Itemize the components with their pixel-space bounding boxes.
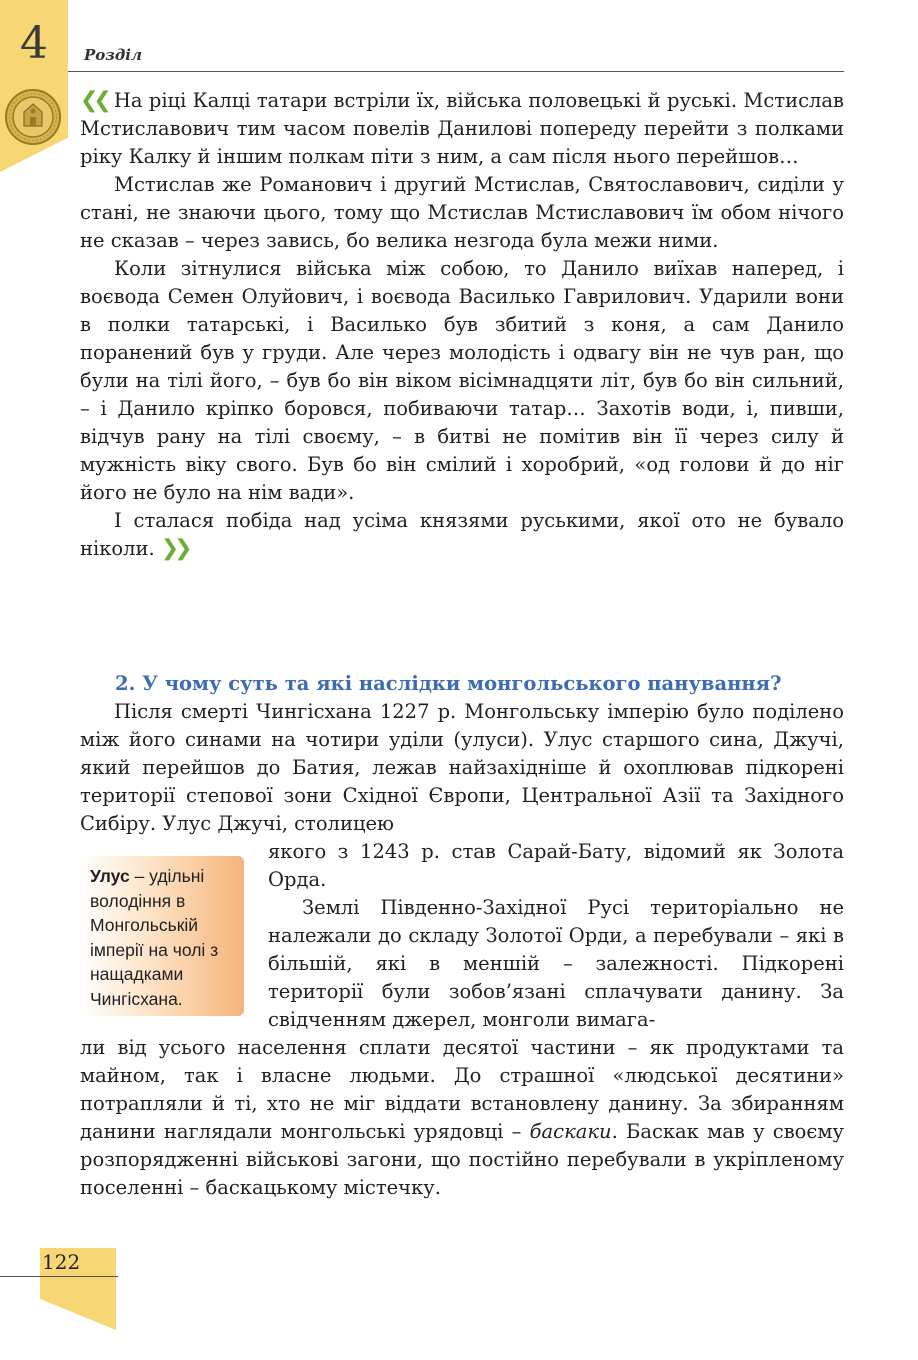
body-paragraph xyxy=(268,838,844,894)
close-quote-icon: ❯❯ xyxy=(160,536,188,561)
quote-text: І сталася побіда над усіма князями руськими, якої ото не бувало ніколи. xyxy=(80,509,844,560)
header-rule xyxy=(68,71,844,72)
quote-paragraph xyxy=(80,507,844,563)
open-quote-icon: ❮❮ xyxy=(80,88,107,113)
section-heading: 2. У чому суть та які наслідки монгольського панування? xyxy=(115,672,782,695)
seal-icon xyxy=(4,88,62,146)
paragraph-text: якого з 1243 р. став Сарай-Бату, відомий як Золота Орда. xyxy=(268,840,844,891)
chapter-number: 4 xyxy=(20,18,48,69)
body-paragraph xyxy=(80,698,844,838)
quote-paragraph: Коли зітнулися війська між собою, то Данило виїхав наперед, і воєвода Семен Олуйович, і воєвода Василько Гаврилович. Ударили вони в полки татарські, і Василько був збитий з коня, а сам Данило поранений був у груди. Але через молодість і одвагу він не чув ран, що були на тілі його, – був бо він віком вісімнадцяти літ, був бо він сильний, – і Данило кріпко боровся, побиваючи татар… Захотів води, і, пивши, відчув рану на тілі своєму, – в битві не помітив він її через силу й мужність віку свого. Був бо він смілий і хоробрий, «од голови й до ніг його не було на нім вади». xyxy=(80,257,844,504)
paragraph-text: Землі Південно-Західної Русі територіально не належали до складу Золотої Орди, а перебували – які в більшій, які в меншій – залежності. Підкорені території були зобов’язані сплачувати данину. За свідченням джерел, монголи вимага- xyxy=(268,896,844,1031)
term-word: Улус xyxy=(90,866,130,886)
page-number: 122 xyxy=(42,1250,81,1274)
quote-paragraph: Мстислав же Романович і другий Мстислав, Святославович, сиділи у стані, не знаючи цього, тому що Мстислав Мстиславович їм обом нічого не сказав – через завись, бо велика незгода була межи ними. xyxy=(80,173,844,252)
term-definition-text: – удільні володіння в Монгольській імперії на чолі з нащадками Чингісхана. xyxy=(90,866,219,1009)
text-span: . Баскак мав у своєму розпорядженні військові загони, що постійно перебували в укріпленому поселенні – баскацькому містечку. xyxy=(80,1120,844,1199)
text-span: ли від усього населення сплати десятої частини – як продуктами та майном, так і власне людьми. До страшної «людської десятини» потрапляли й ті, хто не міг віддати встановлену данину. За збиранням данини наглядали монгольські урядовці – xyxy=(80,1036,844,1143)
footer-rule xyxy=(0,1276,118,1277)
quote-paragraph xyxy=(80,87,844,171)
section-label: Розділ xyxy=(84,46,142,64)
paragraph-text: Після смерті Чингісхана 1227 р. Монгольську імперію було поділено між його синами на чотири уділи (улуси). Улус старшого сина, Джучі, який перейшов до Батия, лежав найзахідніше й охоплював підкорені території степової зони Східної Європи, Центральної Азії та Західного Сибіру. Улус Джучі, столицею xyxy=(80,700,844,835)
term-definition xyxy=(90,864,238,1012)
quote-block xyxy=(80,87,844,563)
quote-text: На ріці Калці татари встріли їх, війська половецькі й руські. Мстислав Мстиславович тим часом повелів Данилові попереду перейти з полками ріку Калку й іншим полкам піти з ним, а сам після нього перейшов… xyxy=(80,89,844,168)
body-paragraph xyxy=(80,1034,844,1202)
term-baskaky: баскаки xyxy=(529,1120,612,1143)
body-paragraph xyxy=(268,894,844,1034)
paragraph-text xyxy=(80,1034,844,1202)
